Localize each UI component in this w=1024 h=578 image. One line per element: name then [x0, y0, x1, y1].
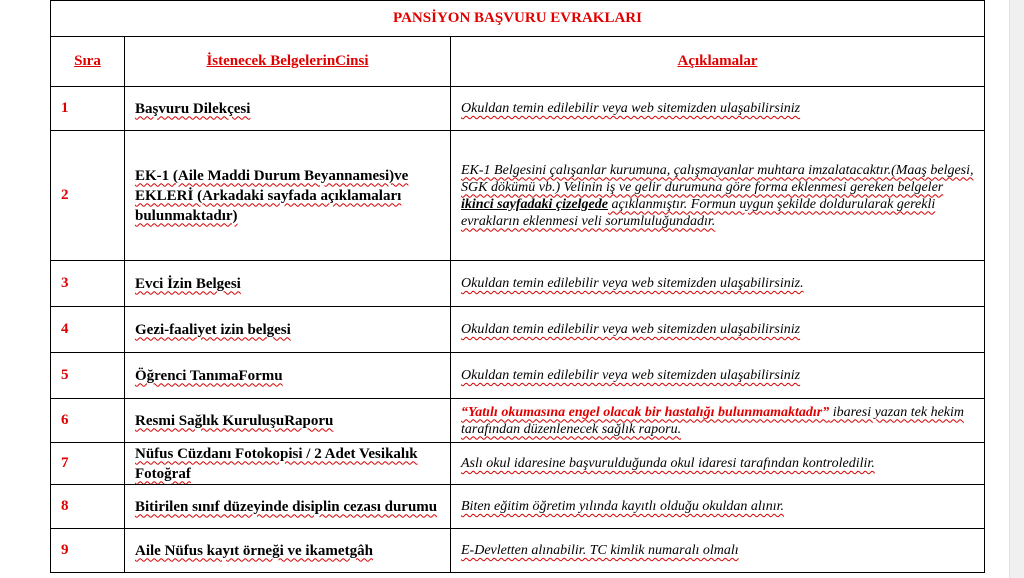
document-description: Aslı okul idaresine başvurulduğunda okul idaresi tarafından kontroledilir. [451, 443, 985, 485]
row-number: 7 [51, 443, 125, 485]
document-name: Başvuru Dilekçesi [125, 87, 451, 131]
table-row [51, 307, 985, 353]
document-description: Biten eğitim öğretim yılında kayıtlı olduğu okuldan alınır. [451, 485, 985, 529]
document-description: EK-1 Belgesini çalışanlar kurumuna, çalışmayanlar muhtara imzalatacaktır.(Maaş belgesi, SGK dökümü vb.) Velinin iş ve gelir durumuna göre forma eklenmesi gereken belgeler ikinci sayfadaki çizelgede açıklanmıştır. Formun uygun şekilde doldurularak gerekli evrakların eklenmesi veli sorumluluğundadır. [451, 131, 985, 261]
table-row [51, 399, 985, 443]
document-description: “Yatılı okumasına engel olacak bir hastalığı bulunmamaktadır” ibaresi yazan tek hekim tarafından düzenlenecek sağlık raporu. [451, 399, 985, 443]
document-name: Nüfus Cüzdanı Fotokopisi / 2 Adet Vesikalık Fotoğraf [125, 443, 451, 485]
document-name: Evci İzin Belgesi [125, 261, 451, 307]
row-number: 6 [51, 399, 125, 443]
vertical-scrollbar[interactable] [1009, 0, 1024, 578]
header-sira: Sıra [51, 37, 125, 87]
row-number: 1 [51, 87, 125, 131]
header-belge: İstenecek BelgelerinCinsi [125, 37, 451, 87]
document-name: Öğrenci TanımaFormu [125, 353, 451, 399]
table-row [51, 131, 985, 261]
document-table [50, 0, 985, 573]
row-number: 4 [51, 307, 125, 353]
document-description: Okuldan temin edilebilir veya web sitemizden ulaşabilirsiniz [451, 353, 985, 399]
document-name: EK-1 (Aile Maddi Durum Beyannamesi)ve EKLERİ (Arkadaki sayfada açıklamaları bulunmaktadır) [125, 131, 451, 261]
document-description: Okuldan temin edilebilir veya web sitemizden ulaşabilirsiniz. [451, 261, 985, 307]
row-number: 2 [51, 131, 125, 261]
document-name: Gezi-faaliyet izin belgesi [125, 307, 451, 353]
table-row [51, 529, 985, 573]
row-number: 3 [51, 261, 125, 307]
quoted-text: “Yatılı okumasına engel olacak bir hastalığı bulunmamaktadır” [461, 404, 830, 420]
header-aciklama: Açıklamalar [451, 37, 985, 87]
document-description: Okuldan temin edilebilir veya web sitemizden ulaşabilirsiniz [451, 307, 985, 353]
row-number: 8 [51, 485, 125, 529]
row-number: 9 [51, 529, 125, 573]
document-description: E-Devletten alınabilir. TC kimlik numaralı olmalı [451, 529, 985, 573]
table-row [51, 261, 985, 307]
document-description: Okuldan temin edilebilir veya web sitemizden ulaşabilirsiniz [451, 87, 985, 131]
table-title: PANSİYON BAŞVURU EVRAKLARI [51, 1, 985, 37]
document-name: Bitirilen sınıf düzeyinde disiplin cezası durumu [125, 485, 451, 529]
table-row [51, 443, 985, 485]
row-number: 5 [51, 353, 125, 399]
table-row [51, 87, 985, 131]
table-row [51, 485, 985, 529]
emphasis-text: ikinci sayfadaki çizelgede [461, 196, 608, 212]
document-name: Aile Nüfus kayıt örneği ve ikametgâh [125, 529, 451, 573]
table-row [51, 353, 985, 399]
document-name: Resmi Sağlık KuruluşuRaporu [125, 399, 451, 443]
